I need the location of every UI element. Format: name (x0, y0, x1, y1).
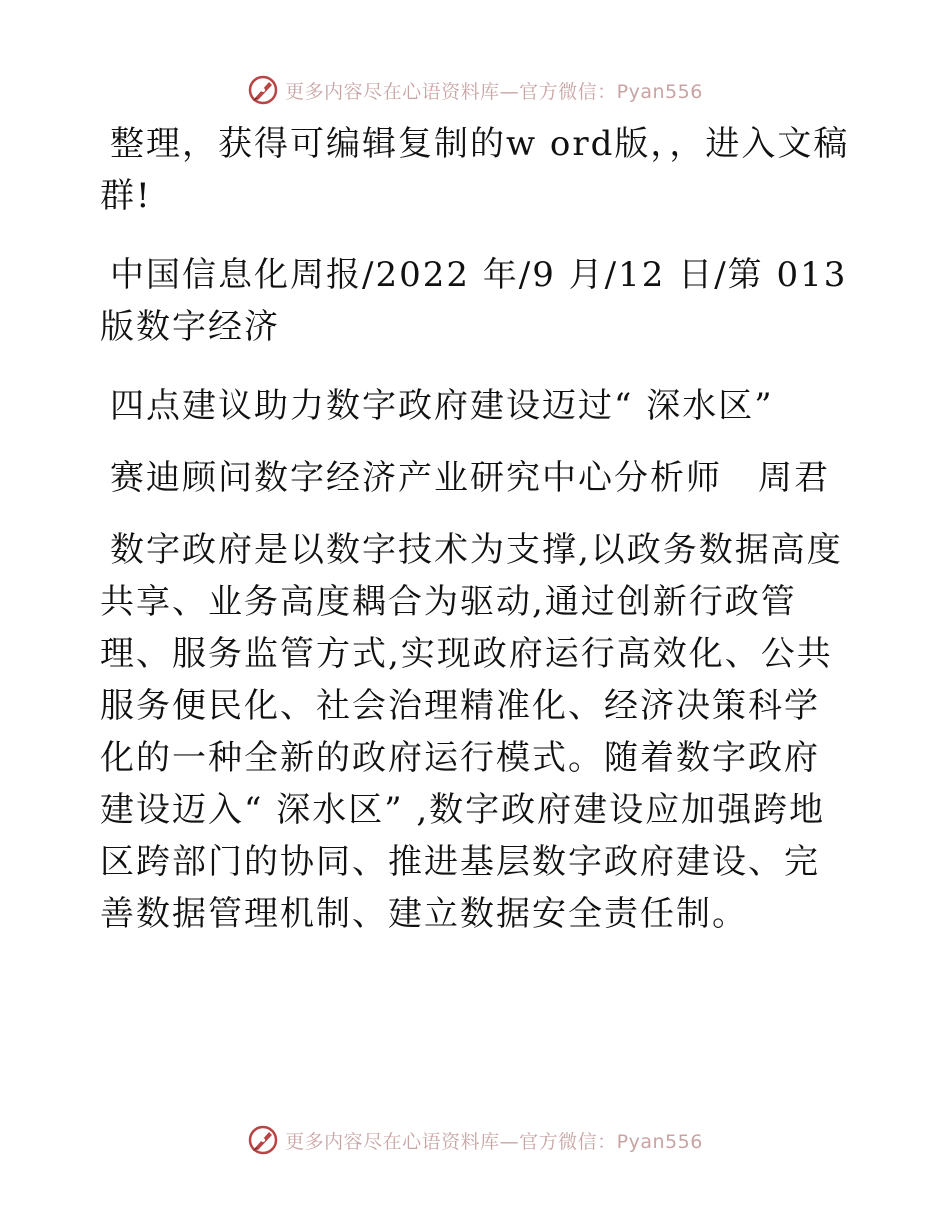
banner-label: 更多内容尽在心语资料库—官方微信： (285, 80, 617, 103)
banner-label: 更多内容尽在心语资料库—官方微信： (285, 1130, 617, 1153)
quill-pen-logo-icon (247, 74, 279, 106)
wechat-id: Pyan556 (616, 80, 703, 103)
article-title: 四点建议助力数字政府建设迈过“ 深水区” (110, 386, 774, 426)
intro-paragraph: 整理，获得可编辑复制的w ord版，，进入文稿群! (100, 124, 850, 216)
quill-pen-logo-icon (247, 1124, 279, 1156)
wechat-id: Pyan556 (616, 1130, 703, 1153)
article-author: 赛迪顾问数字经济产业研究中心分析师 周君 (110, 458, 830, 498)
source-line: 中国信息化周报/2022 年/9 月/12 日/第 013 版数字经济 (100, 255, 848, 347)
article-body: 数字政府是以数字技术为支撑,以政务数据高度共享、业务高度耦合为驱动,通过创新行政管理、服务监管方式,实现政府运行高效化、公共服务便民化、社会治理精准化、经济决策科学化的一种全新的政府运行模式。随着数字政府建设迈入“ 深水区” ,数字政府建设应加强跨地区跨部门的协同、推进基层数字政府建设、完善数据管理机制、建立数据安全责任制。 (100, 530, 843, 934)
header-banner (0, 70, 950, 110)
footer-banner (0, 1120, 950, 1160)
banner-text (285, 77, 703, 104)
banner-text (285, 1127, 703, 1154)
document-body (100, 118, 850, 967)
